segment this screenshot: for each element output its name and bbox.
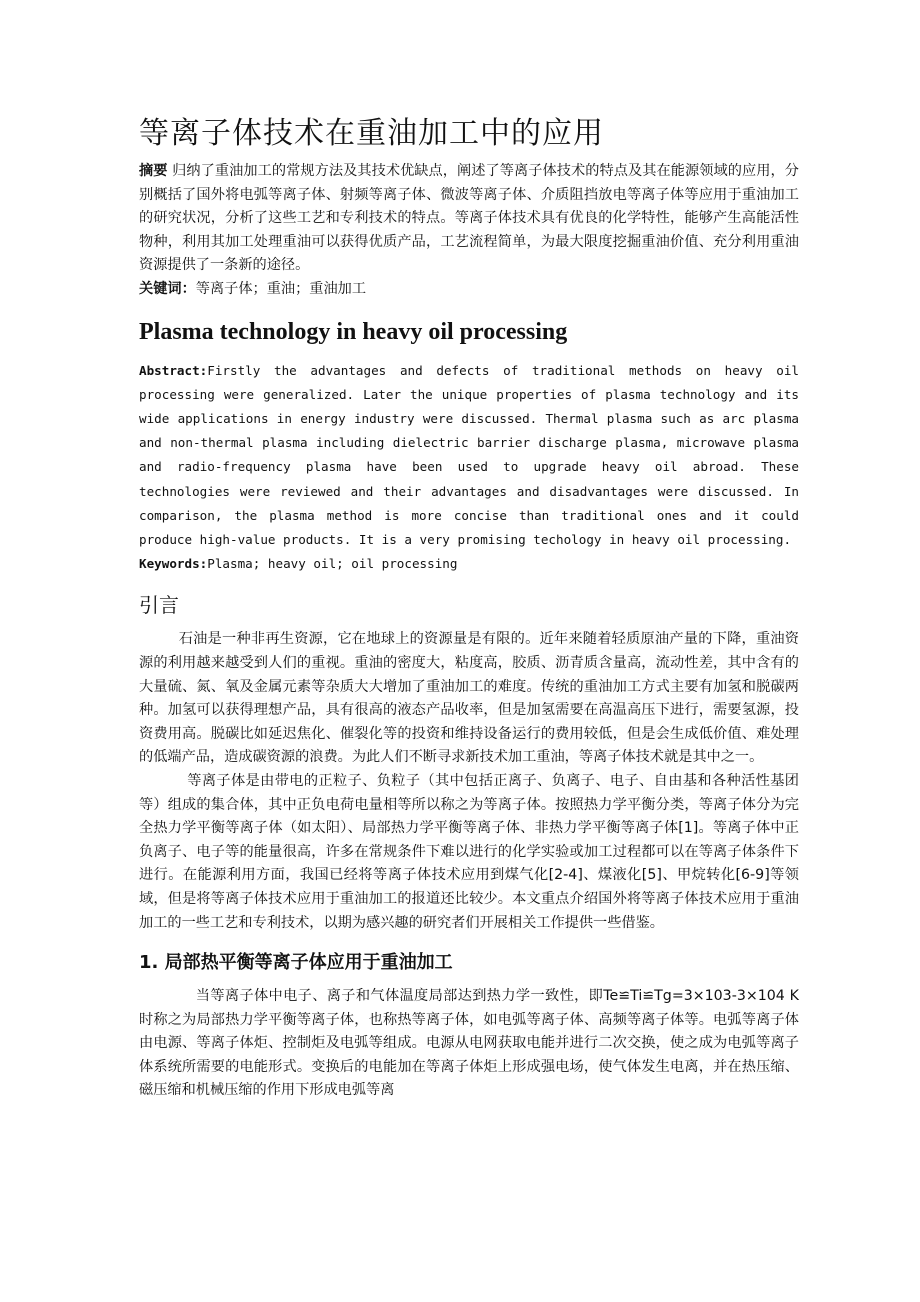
chinese-keywords <box>139 278 799 302</box>
chinese-keywords-text: 等离子体；重油；重油加工 <box>195 280 367 297</box>
english-keywords <box>139 552 799 576</box>
intro-heading: 引言 <box>139 593 179 618</box>
english-title: Plasma technology in heavy oil processing <box>139 318 568 345</box>
chinese-abstract-label: 摘要 <box>139 163 168 179</box>
section-1-heading: 1. 局部热平衡等离子体应用于重油加工 <box>139 952 453 974</box>
document-title: 等离子体技术在重油加工中的应用 <box>139 116 604 151</box>
english-abstract-text: Firstly the advantages and defects of traditional methods on heavy oil processing were generalized. Later the unique properties of plasma technology and its wide applications in energy industry were discussed. Thermal plasma such as arc plasma and non-thermal plasma including dielectric barrier discharge plasma, microwave plasma and radio-frequency plasma have been used to upgrade heavy oil abroad. These technologies were reviewed and their advantages and disadvantages were discussed. In comparison, the plasma method is more concise than traditional ones and it could produce high-value products. It is a very promising techology in heavy oil processing. <box>139 362 799 547</box>
english-keywords-text: Plasma; heavy oil; oil processing <box>207 556 458 572</box>
english-keywords-label: Keywords: <box>139 556 208 572</box>
english-abstract-label: Abstract: <box>139 362 208 378</box>
intro-paragraph-2: 等离子体是由带电的正粒子、负粒子（其中包括正离子、负离子、电子、自由基和各种活性基团等）组成的集合体，其中正负电荷电量相等所以称之为等离子体。按照热力学平衡分类，等离子体分为完全热力学平衡等离子体（如太阳）、局部热力学平衡等离子体、非热力学平衡等离子体[1]。等离子体中正负离子、电子等的能量很高，许多在常规条件下难以进行的化学实验或加工过程都可以在等离子体条件下进行。在能源利用方面，我国已经将等离子体技术应用到煤气化[2-4]、煤液化[5]、甲烷转化[6-9]等领域，但是将等离子体技术应用于重油加工的报道还比较少。本文重点介绍国外将等离子体技术应用于重油加工的一些工艺和专利技术，以期为感兴趣的研究者们开展相关工作提供一些借鉴。 <box>139 772 799 931</box>
english-abstract <box>139 359 799 553</box>
chinese-abstract <box>139 160 799 278</box>
intro-paragraph-1: 石油是一种非再生资源，它在地球上的资源量是有限的。近年来随着轻质原油产量的下降，重油资源的利用越来越受到人们的重视。重油的密度大，粘度高，胶质、沥青质含量高，流动性差，其中含有的大量硫、氮、氧及金属元素等杂质大大增加了重油加工的难度。传统的重油加工方式主要有加氢和脱碳两种。加氢可以获得理想产品，具有很高的液态产品收率，但是加氢需要在高温高压下进行，需要氢源，投资费用高。脱碳比如延迟焦化、催裂化等的投资和维持设备运行的费用较低，但是会生成低价值、难处理的低端产品，造成碳资源的浪费。为此人们不断寻求新技术加工重油，等离子体技术就是其中之一。 <box>139 631 799 766</box>
section-1-paragraph-1: 当等离子体中电子、离子和气体温度局部达到热力学一致性，即Te≌Ti≌Tg=3×103-3×104 K 时称之为局部热力学平衡等离子体，也称热等离子体，如电弧等离子体、高频等离子体等。电弧等离子体由电源、等离子体炬、控制炬及电弧等组成。电源从电网获取电能并进行二次交换，使之成为电弧等离子体系统所需要的电能形式。变换后的电能加在等离子体炬上形成强电场，使气体发生电离，并在热压缩、磁压缩和机械压缩的作用下形成电弧等离 <box>139 988 799 1099</box>
document-page <box>139 112 799 1103</box>
chinese-abstract-text: 归纳了重油加工的常规方法及其技术优缺点，阐述了等离子体技术的特点及其在能源领域的应用，分别概括了国外将电弧等离子体、射频等离子体、微波等离子体、介质阻挡放电等离子体等应用于重油加工的研究状况，分析了这些工艺和专利技术的特点。等离子体技术具有优良的化学特性，能够产生高能活性物种，利用其加工处理重油可以获得优质产品，工艺流程简单，为最大限度挖掘重油价值、充分利用重油资源提供了一条新的途径。 <box>139 163 799 274</box>
chinese-keywords-label: 关键词： <box>139 280 196 297</box>
